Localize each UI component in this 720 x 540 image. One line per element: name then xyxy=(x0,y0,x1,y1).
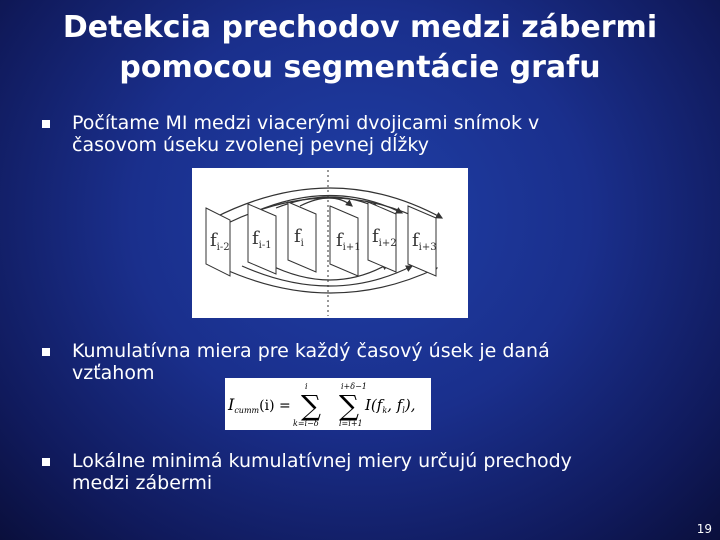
frame-labels xyxy=(210,226,437,253)
sum2-sigma: ∑ xyxy=(339,389,359,422)
bullet-text-line: medzi zábermi xyxy=(72,472,213,494)
frame-label-f-i-plus-3: $f_{i+3}$ xyxy=(412,230,437,253)
sum1-upper-limit: i xyxy=(305,382,308,391)
frame-label-f-i-plus-2: $f_{i+2}$ xyxy=(372,226,397,249)
slide-title xyxy=(0,8,720,88)
sum2-upper-limit: i+δ−1 xyxy=(341,382,367,391)
sum1-lower-limit: k=i−δ xyxy=(293,419,319,428)
frame-pairs-svg xyxy=(192,168,468,318)
sum1-sigma: ∑ xyxy=(301,389,321,422)
bullet-text-3 xyxy=(72,450,672,494)
frame-pairs-diagram xyxy=(192,168,468,318)
page-number: 19 xyxy=(696,522,712,536)
cumulative-formula xyxy=(225,378,431,430)
bullet-text-line: Počítame MI medzi viacerými dvojicami snímok v xyxy=(72,112,540,134)
frame-label-f-i-minus-2: $f_{i-2}$ xyxy=(210,230,230,253)
frame-label-f-i: $f_i$ xyxy=(294,226,304,249)
slide-title-line-2: pomocou segmentácie grafu xyxy=(119,50,601,85)
bullet-text-line: Kumulatívna miera pre každý časový úsek je daná xyxy=(72,340,550,362)
bullet-text-1 xyxy=(72,112,672,156)
formula-body: $I(f_k$, $f_l$), xyxy=(365,396,416,415)
formula-content xyxy=(227,382,415,428)
frame-label-f-i-minus-1: $f_{i-1}$ xyxy=(252,228,272,251)
square-bullet-icon xyxy=(42,120,50,128)
bullet-text-line: vzťahom xyxy=(72,362,155,384)
sum2-lower-limit: l=i+1 xyxy=(339,419,363,428)
bullet-text-line: Lokálne minimá kumulatívnej miery určujú prechody xyxy=(72,450,572,472)
square-bullet-icon xyxy=(42,348,50,356)
square-bullet-icon xyxy=(42,458,50,466)
bullet-text-line: časovom úseku zvolenej pevnej dĺžky xyxy=(72,134,429,156)
frame-label-f-i-plus-1: $f_{i+1}$ xyxy=(336,230,361,253)
slide-title-line-1: Detekcia prechodov medzi zábermi xyxy=(62,10,658,45)
formula-svg xyxy=(225,378,431,430)
formula-lhs: Icumm(i) = xyxy=(228,395,291,415)
